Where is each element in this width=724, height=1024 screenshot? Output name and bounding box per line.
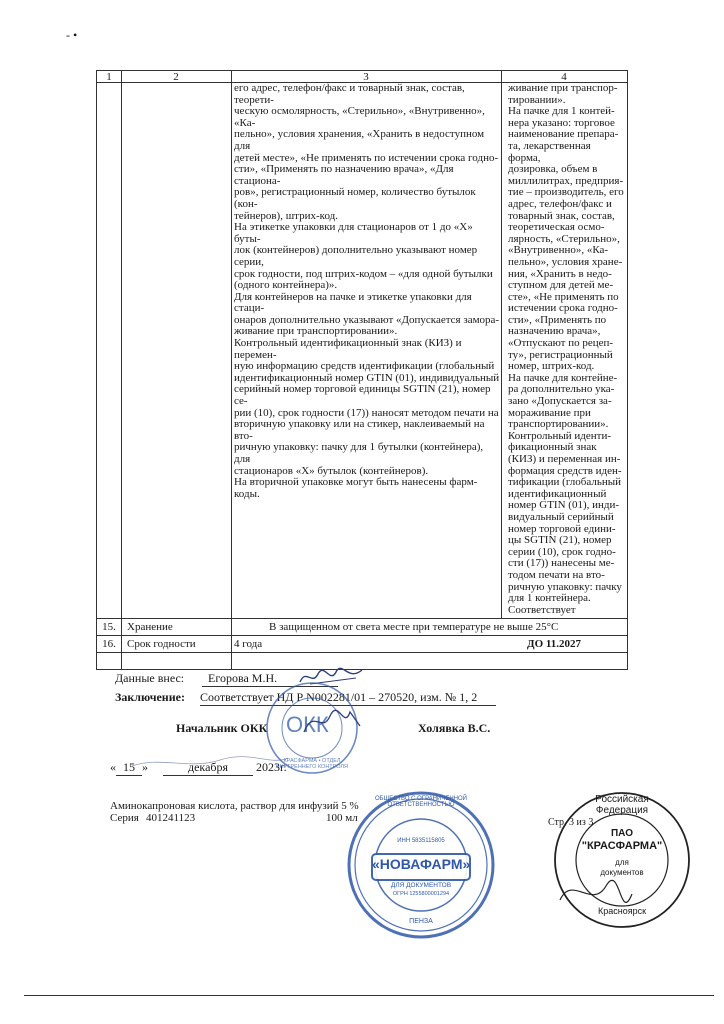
labeling-actual-text bbox=[508, 83, 625, 616]
head-name: Холявка В.С. bbox=[418, 721, 491, 735]
novafarm-ring-text: ОБЩЕСТВО С ОГРАНИЧЕННОЙ ОТВЕТСТВЕННОСТЬЮ bbox=[375, 796, 467, 808]
row-16-value: 4 года bbox=[234, 638, 263, 650]
requirement-line: вторичную упаковку или на стикер, наклеиваемый на вто- bbox=[234, 418, 485, 442]
series-number: 401241123 bbox=[146, 812, 196, 824]
header-col-3: 3 bbox=[363, 71, 369, 83]
requirement-line: стационаров «Х» бутылок (контейнеров). bbox=[234, 464, 429, 477]
novafarm-stamp bbox=[346, 790, 496, 940]
actual-line: тие – производитель, его bbox=[508, 186, 624, 199]
head-label: Начальник ОКК bbox=[176, 721, 268, 735]
actual-line: зано «Допускается за- bbox=[508, 395, 612, 408]
actual-line: ния, «Хранить в недо- bbox=[508, 267, 612, 280]
row-16-number: 16. bbox=[102, 638, 116, 650]
date-month: декабря bbox=[163, 760, 253, 776]
actual-line: «Внутривенно», «Ка- bbox=[508, 244, 609, 257]
actual-line: ричную упаковку: пачку bbox=[508, 580, 622, 593]
row-15-value: В защищенном от света месте при температуре не выше 25°С bbox=[269, 621, 559, 633]
signing-date: « 15 » декабря 2023г. bbox=[110, 760, 287, 774]
requirement-line: лок (контейнеров) дополнительно указывают номер серии, bbox=[234, 244, 478, 268]
actual-line: назначению врача», bbox=[508, 325, 601, 338]
actual-line: (КИЗ) и переменная ин- bbox=[508, 453, 621, 465]
date-year: 2023г. bbox=[256, 760, 287, 774]
actual-line: лярность, «Стерильно», bbox=[508, 232, 620, 245]
actual-line: миллилитрах, предприя- bbox=[508, 174, 624, 187]
series-label: Серия bbox=[110, 812, 139, 824]
requirement-line: рии (10), срок годности (17)) наносят методом печати на bbox=[234, 406, 499, 419]
requirement-line: идентификационный номер GTIN (01), индивидуальный bbox=[234, 371, 500, 384]
requirement-line: (одного контейнера)». bbox=[234, 279, 338, 292]
requirement-line: На этикетке упаковки для стационаров от 1 до «Х» буты- bbox=[234, 221, 473, 245]
requirement-line: ричную упаковку: пачку для 1 бутылки (контейнера), для bbox=[234, 441, 484, 465]
actual-line: та, лекарственная форма, bbox=[508, 139, 591, 164]
product-name: Аминокапроновая кислота, раствор для инфузий 5 % bbox=[110, 800, 359, 812]
novafarm-name: «НОВАФАРМ» bbox=[372, 856, 471, 872]
actual-line: истечении срока годно- bbox=[508, 302, 618, 315]
row-16-result: ДО 11.2027 bbox=[527, 638, 582, 650]
actual-line: пельно», условия хране- bbox=[508, 255, 623, 268]
header-col-2: 2 bbox=[173, 71, 179, 83]
page-number: Стр. 3 из 3 bbox=[548, 817, 594, 828]
date-scribble bbox=[130, 752, 290, 774]
actual-line: видуальный серийный bbox=[508, 510, 614, 523]
okk-stamp-ring: КРАСФАРМА • ОТДЕЛ ВНУТРЕННЕГО КОНТРОЛЯ bbox=[275, 758, 348, 770]
actual-line: идентификационный bbox=[508, 487, 607, 500]
krasfarma-docs: документов bbox=[600, 868, 644, 877]
actual-line: для 1 контейнера. bbox=[508, 592, 591, 605]
krasfarma-ring-top: Российская Федерация bbox=[595, 794, 649, 816]
actual-line: цы SGTIN (21), номер bbox=[508, 534, 612, 547]
actual-line: формация средств иден- bbox=[508, 464, 622, 477]
actual-line: тировании». bbox=[508, 93, 566, 106]
krasfarma-org: ПАО bbox=[610, 828, 634, 839]
krasfarma-city: Красноярск bbox=[597, 906, 647, 916]
requirement-line: серийный номер торговой единицы SGTIN (21), номер се- bbox=[234, 383, 491, 408]
actual-line: сте», «Не применять по bbox=[508, 290, 619, 303]
actual-line: номер GTIN (01), инди- bbox=[508, 499, 620, 512]
krasfarma-name: "КРАСФАРМА" bbox=[581, 840, 663, 852]
actual-line: теоретическая осмо- bbox=[508, 221, 605, 234]
actual-line: нера указано: торговое bbox=[508, 116, 615, 129]
row-15-number: 15. bbox=[102, 621, 116, 633]
actual-line: На пачке для 1 контей- bbox=[508, 105, 615, 118]
actual-line: тодом печати на вто- bbox=[508, 568, 605, 581]
stray-mark: - • bbox=[66, 28, 78, 42]
header-col-4: 4 bbox=[561, 71, 567, 83]
row-15-name: Хранение bbox=[127, 621, 173, 633]
actual-line: тификации (глобальный bbox=[508, 476, 622, 489]
actual-line: сти», «Применять по bbox=[508, 313, 607, 326]
requirement-line: ческую осмолярность, «Стерильно», «Внутривенно», «Ка- bbox=[234, 105, 485, 129]
requirement-line: срок годности, под штрих-кодом – «для одной бутылки bbox=[234, 267, 493, 280]
requirement-line: пельно», условия хранения, «Хранить в недоступном для bbox=[234, 128, 485, 152]
actual-line: ра дополнительно ука- bbox=[508, 383, 615, 396]
actual-line: адрес, телефон/факс и bbox=[508, 197, 612, 210]
requirement-line: сти», «Применять по назначению врача», «Для стациона- bbox=[234, 163, 454, 187]
actual-line: сти (17)) нанесены ме- bbox=[508, 557, 615, 570]
actual-line: наименование препара- bbox=[508, 128, 619, 141]
novafarm-city: ПЕНЗА bbox=[409, 918, 433, 925]
krasfarma-stamp bbox=[552, 790, 692, 930]
actual-line: ступном для детей ме- bbox=[508, 279, 614, 292]
requirement-line: На вторичной упаковке могут быть нанесены фарм-коды. bbox=[234, 476, 478, 500]
actual-line: На пачке для контейне- bbox=[508, 371, 618, 384]
okk-stamp-word: ОКК bbox=[286, 712, 329, 737]
actual-line: ту», регистрационный bbox=[508, 348, 613, 361]
actual-line: «Отпускают по рецеп- bbox=[508, 337, 614, 350]
requirement-line: Контрольный идентификационный знак (КИЗ) и перемен- bbox=[234, 337, 462, 361]
actual-line: товарный знак, состав, bbox=[508, 209, 615, 222]
requirement-line: Для контейнеров на пачке и этикетке упаковки для стаци- bbox=[234, 290, 472, 315]
actual-line: Контрольный иденти- bbox=[508, 429, 612, 442]
spec-table bbox=[96, 70, 628, 670]
conclusion-label: Заключение: bbox=[115, 690, 185, 704]
header-col-1: 1 bbox=[106, 71, 112, 83]
novafarm-inn: ИНН 5835115805 bbox=[397, 838, 445, 844]
krasfarma-for: для bbox=[615, 858, 629, 867]
actual-line: мораживание при bbox=[508, 406, 591, 419]
novafarm-sub: ДЛЯ ДОКУМЕНТОВ bbox=[390, 882, 452, 889]
entered-by-name: Егорова М.Н. bbox=[202, 671, 338, 687]
actual-line: живание при транспор- bbox=[508, 82, 618, 94]
entered-by-label: Данные внес: bbox=[115, 671, 185, 685]
row-16-name: Срок годности bbox=[127, 638, 196, 650]
labeling-requirements-text bbox=[234, 83, 500, 500]
requirement-line: детей месте», «Не применять по истечении срока годно- bbox=[234, 151, 499, 164]
novafarm-ogrn: ОГРН 1255800001294 bbox=[392, 891, 450, 897]
conclusion-text: Соответствует НД Р N002281/01 – 270520, изм. № 1, 2 bbox=[200, 690, 478, 704]
actual-line: транспортировании». bbox=[508, 418, 609, 431]
requirement-line: онаров дополнительно указывают «Допускается заморa- bbox=[234, 313, 500, 326]
actual-line: Соответствует bbox=[508, 603, 576, 616]
actual-line: серии (10), срок годно- bbox=[508, 545, 616, 558]
requirement-line: тейнеров), штрих-код. bbox=[234, 209, 338, 222]
requirement-line: его адрес, телефон/факс и товарный знак, состав, теорети- bbox=[234, 82, 465, 106]
volume: 100 мл bbox=[326, 812, 358, 824]
okk-signature bbox=[300, 702, 370, 738]
actual-line: фикационный знак bbox=[508, 441, 597, 454]
date-day: 15 bbox=[116, 760, 142, 776]
requirement-line: ную информацию средств идентификации (глобальный bbox=[234, 360, 495, 373]
actual-line: дозировка, объем в bbox=[508, 163, 598, 176]
requirement-line: живание при транспортировании». bbox=[234, 325, 398, 338]
requirement-line: ров», регистрационный номер, количество бутылок (кон- bbox=[234, 186, 476, 210]
actual-line: номер торговой едини- bbox=[508, 522, 616, 535]
bottom-rule bbox=[24, 995, 714, 996]
actual-line: номер, штрих-код. bbox=[508, 360, 595, 373]
